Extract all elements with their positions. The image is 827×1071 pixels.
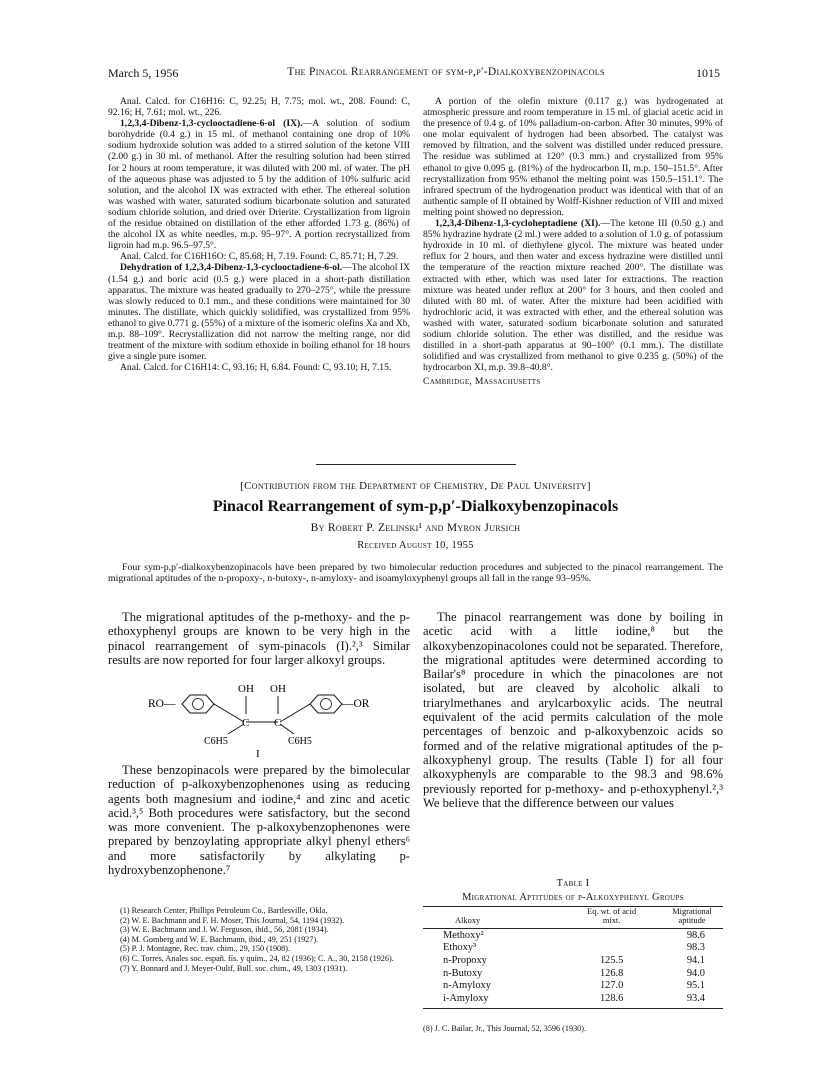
footnote-2: (2) W. E. Bachmann and F. H. Moser, This Journal, 54, 1194 (1932). [120, 915, 345, 925]
hydrogenation-paragraph: A portion of the olefin mixture (0.117 g.) was hydrogenated at atmospheric pressure and room temperature in 15 ml. of glacial acetic acid in the presence of 0.4 g. of 10% palladium-on-carbon. After 30 minutes, 99% of one molar equivalent of hydrogen had been absorbed. The catalyst was removed by filtration, and the solvent was distilled under reduced pressure. The residue was sublimed at 120° (0.3 mm.) and crystallized from 95% ethanol to give 0.095 g. (81%) of the hydrocarbon II, m.p. 150–151.5°. After recrystallization from 95% ethanol the melting point was 150.5–151.1°. The infrared spectrum of the hydrogenation product was identical with that of an authentic sample of II obtained by Wolff-Kishner reduction of VIII and mixed melting point showed no depression. [423, 96, 723, 218]
table-row: n-Butoxy 126.8 94.0 [443, 967, 705, 979]
oh-left: OH [238, 683, 254, 695]
alcohol-ix-body: —A solution of sodium borohydride (0.4 g.) in 15 ml. of methanol containing one drop of 10% sodium hydroxide solution was added to a stirred solution of the ketone VIII (2.00 g.) in 30 ml. of methanol. After the resulting solution had been stirred for 2 hours at room temperature, it was diluted with 200 ml. of water. The pH of the aqueous phase was adjusted to 5 by the addition of 10% sulfuric acid solution, and the alcohol IX was extracted with ether. The ethereal solution was washed with water, saturated sodium bicarbonate solution and saturated sodium chloride solution, and dried over Drierite. Crystallization from ligroin of the residue obtained on distillation of the ether afforded 1.73 g. (86%) of the alcohol IX as white needles, m.p. 95–97°. A portion recrystallized from ligroin had m.p. 96.5–97.5°. [108, 118, 410, 252]
table-row: Ethoxy³ 98.3 [443, 942, 705, 954]
header-eq-wt: Eq. wt. of acid mixt. [587, 907, 637, 925]
intro-paragraph: The migrational aptitudes of the p-methoxy- and the p-ethoxyphenyl groups are known to be very high in the pinacol rearrangement of sym-pinacols (I).²,³ Similar results are now reported for four larger alkoxyl groups. [108, 610, 410, 667]
alcohol-ix-title: 1,2,3,4-Dibenz-1,3-cyclooctadiene-6-ol (IX). [120, 118, 303, 130]
right-phenyl-bond [280, 724, 294, 734]
body-left-preparation [108, 763, 410, 877]
left-alkoxy-group: RO— [148, 698, 176, 710]
dehydration-title: Dehydration of 1,2,3,4-Dibenz-1,3-cyclooctadiene-6-ol. [120, 262, 343, 274]
received-date: Received August 10, 1955 [357, 540, 474, 551]
right-benzene-ring [310, 695, 342, 713]
footnote-1: (1) Research Center, Phillips Petroleum Co., Bartlesville, Okla. [120, 906, 328, 915]
table-row: n-Propoxy 125.5 94.1 [443, 954, 705, 966]
table-row: n-Amyloxy 127.0 95.1 [443, 980, 705, 992]
abstract: Four sym-p,p′-dialkoxybenzopinacols have been prepared by two bimolecular reduction procedures and subjected to the pinacol rearrangement. The migrational aptitudes of the n-propoxy-, n-butoxy-, n-amyloxy- and isoamyloxyphenyl groups all fall in the range 93–95%. [108, 562, 723, 585]
preparation-paragraph: These benzopinacols were prepared by the bimolecular reduction of p-alkoxybenzophenones using as reducing agents both magnesium and iodine,⁴ and zinc and acetic acid.³,⁵ Both procedures were satisfactory, but the second was more convenient. The p-alkoxybenzophenones were prepared by benzoylating appropriate alkyl phenyl ethers⁶ and more satisfactorily by alkylating p-hydroxybenzophenone.⁷ [108, 763, 410, 878]
left-ring-bond [214, 704, 244, 722]
section-divider [316, 464, 516, 465]
footnote-3: (3) W. E. Bachmann and J. W. Ferguson, ibid., 56, 2081 (1934). [120, 925, 329, 935]
oh-right: OH [270, 683, 286, 695]
structure-diagram [148, 682, 388, 758]
left-phenyl-bond [228, 724, 244, 734]
anal-paragraph-1: Anal. Calcd. for C16H16: C, 92.25; H, 7.75; mol. wt., 208. Found: C, 92.16; H, 7.61; mol. wt., 226. [108, 96, 410, 119]
right-ring-circle [321, 699, 332, 710]
experimental-right-column [423, 96, 723, 387]
running-title: The Pinacol Rearrangement of sym-p,p′-Dialkoxybenzopinacols [287, 66, 605, 78]
right-ring-bond [280, 704, 310, 722]
body-right [423, 610, 723, 810]
footnotes-left [108, 906, 410, 973]
left-ring-circle [193, 699, 204, 710]
rearrangement-paragraph: The pinacol rearrangement was done by boiling in acetic acid with a little iodine,⁸ but the alkoxybenzopinacolones could not be separated. Therefore, the migrational aptitudes were determined according to Bailar's⁸ procedure in which the pinacolones are not isolated, but are cleaved by alcoholic alkali to triarylmethanes and arylcarboxylic acids. The neutral equivalent of the acid permits calculation of the mole percentages of benzoic and p-alkoxybenzoic acids so formed and of the relative migrational aptitudes of the p-alkoxyphenyl group. The results (Table I) for all four alkoxyphenyls are comparable to the 98.3 and 98.6% previously reported for p-methoxy- and p-ethoxyphenyl.²,³ We believe that the difference between our values [423, 610, 723, 810]
table-label: Table I [556, 878, 590, 889]
table-header-row [423, 907, 723, 925]
dehydration-paragraph [108, 262, 410, 362]
cycloheptadiene-paragraph [423, 218, 723, 373]
anal-paragraph-2: Anal. Calcd. for C16H16O: C, 85.68; H, 7.19. Found: C, 85.71; H, 7.29. [120, 251, 399, 263]
footnote-7: (7) Y. Bonnard and J. Meyer-Oulif, Bull. soc. chim., 49, 1303 (1931). [120, 963, 348, 973]
left-benzene-ring [182, 695, 214, 713]
phenyl-right: C6H5 [288, 736, 312, 747]
structure-label: I [256, 748, 260, 758]
dehydration-body: —The alcohol IX (1.54 g.) and boric acid (0.5 g.) were placed in a short-path distillation apparatus. The mixture was heated gradually to 270–275°, while the pressure was slowly reduced to 0.1 mm., and these conditions were maintained for 30 minutes. The distillate, which quickly solidified, was crystallized from 95% ethanol to give 0.771 g. (55%) of a mixture of the isomeric olefins Xa and Xb, m.p. 88–109°. Recrystallization did not narrow the melting range, nor did treatment of the mixture with sodium ethoxide in boiling ethanol for 18 hours give a single pure isomer. [108, 262, 410, 363]
location: Cambridge, Massachusetts [423, 376, 541, 388]
contribution-line: [Contribution from the Department of Chemistry, De Paul University] [240, 480, 591, 492]
right-alkoxy-group: —OR [342, 698, 370, 710]
table-row: Methoxy² 98.6 [443, 929, 705, 941]
table-bottom-rule [423, 1008, 723, 1009]
page-number: 1015 [696, 66, 720, 80]
header-date: March 5, 1956 [108, 66, 179, 80]
anal-paragraph-3: Anal. Calcd. for C16H14: C, 93.16; H, 6.84. Found: C, 93.10; H, 7.15. [120, 362, 392, 374]
footnote-6: (6) C. Torres, Anales soc. españ. fís. y quím., 24, 82 (1936); C. A., 30, 2158 (1926). [120, 953, 394, 963]
authors: By Robert P. Zelinski¹ and Myron Jursich [310, 522, 521, 534]
article-title: Pinacol Rearrangement of sym-p,p′-Dialkoxybenzopinacols [212, 498, 619, 515]
experimental-left-column [108, 96, 410, 373]
table-grid [423, 907, 723, 1005]
footnote-8: (8) J. C. Bailar, Jr., This Journal, 52, 3596 (1930). [423, 1024, 587, 1033]
header-alkoxy: Alkoxy [455, 916, 481, 925]
footnote-5: (5) P. J. Montagne, Rec. trav. chim., 29, 150 (1908). [120, 944, 291, 954]
carbon-left: C [242, 717, 250, 729]
table-row: i-Amyloxy 128.6 93.4 [443, 992, 705, 1004]
footnote-4: (4) M. Gomberg and W. E. Bachmann, ibid., 49, 251 (1927). [120, 934, 319, 944]
cycloheptadiene-body: —The ketone III (0.50 g.) and 85% hydrazine hydrate (2 ml.) were added to a solution of 1.0 g. of potassium hydroxide in 10 ml. of diethylene glycol. The mixture was heated under reflux for 2 hours, and then water and excess hydrazine were distilled until the temperature of the reaction mixture reached 200°. The distillate was extracted with ether, which was used later for extractions. The reaction mixture was heated under reflux at 200° for 3 hours, and then cooled and diluted with 80 ml. of water. After the mixture had been acidified with hydrochloric acid, it was extracted with ether, and the ethereal solution was washed with water, saturated sodium bicarbonate solution and saturated sodium chloride solution. The ether was distilled, and the residue was distilled in a short-path apparatus at 90–100° (0.1 mm.). The distillate solidified and was crystallized from methanol to give 0.235 g. (50%) of the hydrocarbon XI, m.p. 39.8–40.8°. [423, 218, 723, 374]
header-aptitude: Migrational aptitude [672, 907, 712, 925]
cycloheptadiene-title: 1,2,3,4-Dibenz-1,3-cycloheptadiene (XI). [435, 218, 601, 230]
body-left-intro [108, 610, 410, 667]
table-1 [423, 878, 723, 1009]
phenyl-left: C6H5 [204, 736, 228, 747]
alcohol-ix-paragraph [108, 118, 410, 251]
carbon-right: C [274, 717, 282, 729]
table-caption: Migrational Aptitudes of p-Alkoxyphenyl Groups [462, 892, 684, 903]
